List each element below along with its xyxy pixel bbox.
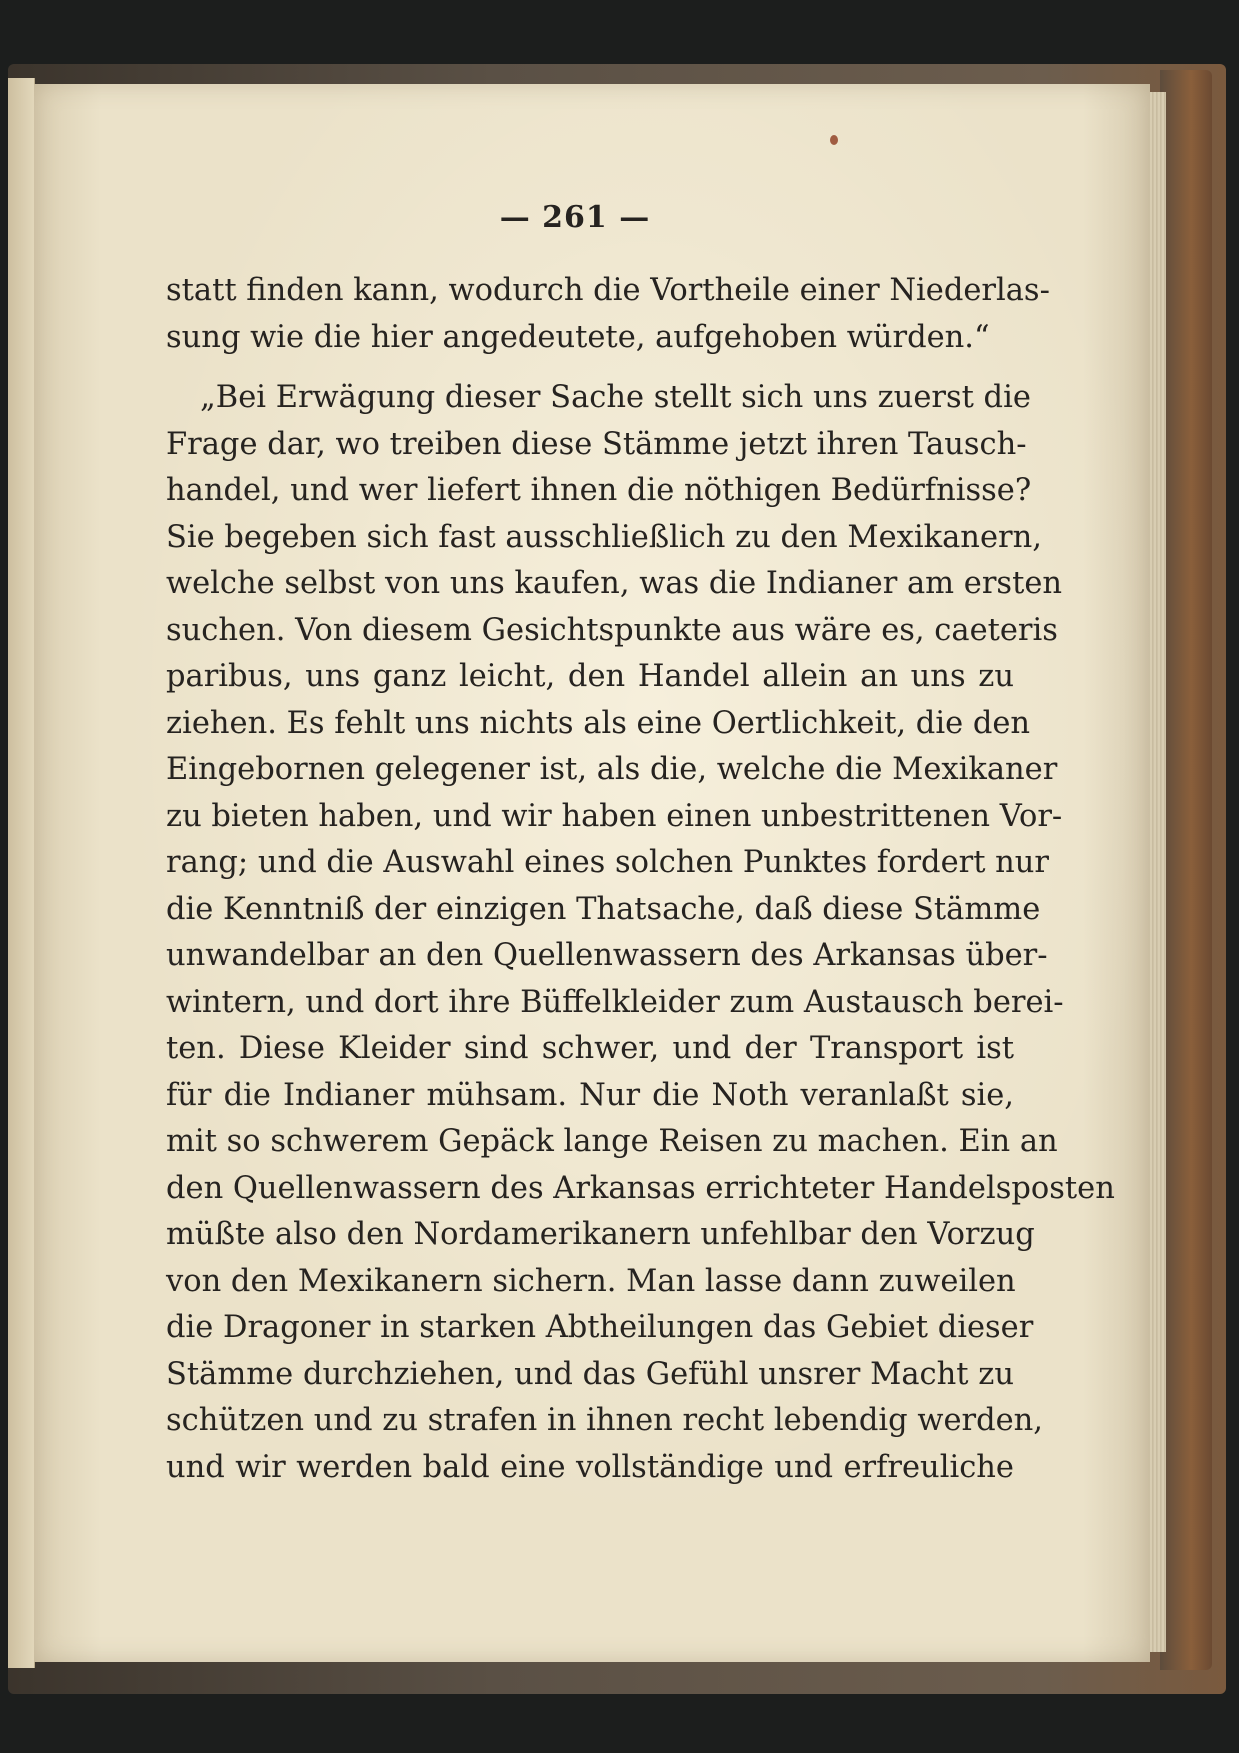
text-line: mit so schwerem Gepäck lange Reisen zu machen. Ein an xyxy=(166,1124,1058,1159)
text-line: welche selbst von uns kaufen, was die Indianer am ersten xyxy=(166,566,1063,601)
text-line: ziehen. Es fehlt uns nichts als eine Oertlichkeit, die den xyxy=(166,705,1031,741)
text-line: paribus, uns ganz leicht, den Handel allein an uns zu xyxy=(166,659,1014,694)
text-line: zu bieten haben, und wir haben einen unbestrittenen Vor- xyxy=(166,798,1063,834)
text-line: für die Indianer mühsam. Nur die Noth veranlaßt sie, xyxy=(166,1077,1014,1113)
text-line: die Dragoner in starken Abtheilungen das Gebiet dieser xyxy=(166,1310,1034,1345)
text-line: unwandelbar an den Quellenwassern des Arkansas über- xyxy=(166,938,1048,973)
facing-page-edge xyxy=(8,78,35,1668)
text-line: sung wie die hier angedeutete, aufgehoben würden.“ xyxy=(166,319,990,355)
text-line: „Bei Erwägung dieser Sache stellt sich uns zuerst die xyxy=(200,380,1031,415)
text-line: schützen und zu strafen in ihnen recht lebendig werden, xyxy=(166,1403,1043,1438)
text-line: Sie begeben sich fast ausschließlich zu den Mexikanern, xyxy=(166,519,1042,555)
page-number: — 261 — xyxy=(499,200,651,235)
text-line: handel, und wer liefert ihnen die nöthigen Bedürfnisse? xyxy=(166,473,1032,508)
text-line: Stämme durchziehen, und das Gefühl unsrer Macht zu xyxy=(166,1356,1014,1392)
text-line: rang; und die Auswahl eines solchen Punktes fordert nur xyxy=(166,845,1050,880)
text-line: müßte also den Nordamerikanern unfehlbar den Vorzug xyxy=(166,1217,1035,1252)
text-line: und wir werden bald eine vollständige und erfreuliche xyxy=(166,1449,1014,1485)
text-line: ten. Diese Kleider sind schwer, und der Transport ist xyxy=(166,1031,1014,1066)
text-line: den Quellenwassern des Arkansas errichteter Handelsposten xyxy=(166,1170,1115,1206)
text-line: von den Mexikanern sichern. Man lasse dann zuweilen xyxy=(166,1263,1016,1299)
text-line: die Kenntniß der einzigen Thatsache, daß diese Stämme xyxy=(166,891,1041,927)
text-line: Eingebornen gelegener ist, als die, welche die Mexikaner xyxy=(166,752,1058,787)
book-cover-edge xyxy=(1160,70,1212,1670)
text-line: wintern, und dort ihre Büffelkleider zum Austausch berei- xyxy=(166,984,1064,1020)
text-line: Frage dar, wo treiben diese Stämme jetzt ihren Tausch- xyxy=(166,426,1027,462)
body-text xyxy=(166,268,1115,1491)
paper-speck xyxy=(830,135,838,145)
text-line: suchen. Von diesem Gesichtspunkte aus wäre es, caeteris xyxy=(166,612,1058,648)
text-line: statt finden kann, wodurch die Vortheile einer Niederlas- xyxy=(166,273,1050,308)
